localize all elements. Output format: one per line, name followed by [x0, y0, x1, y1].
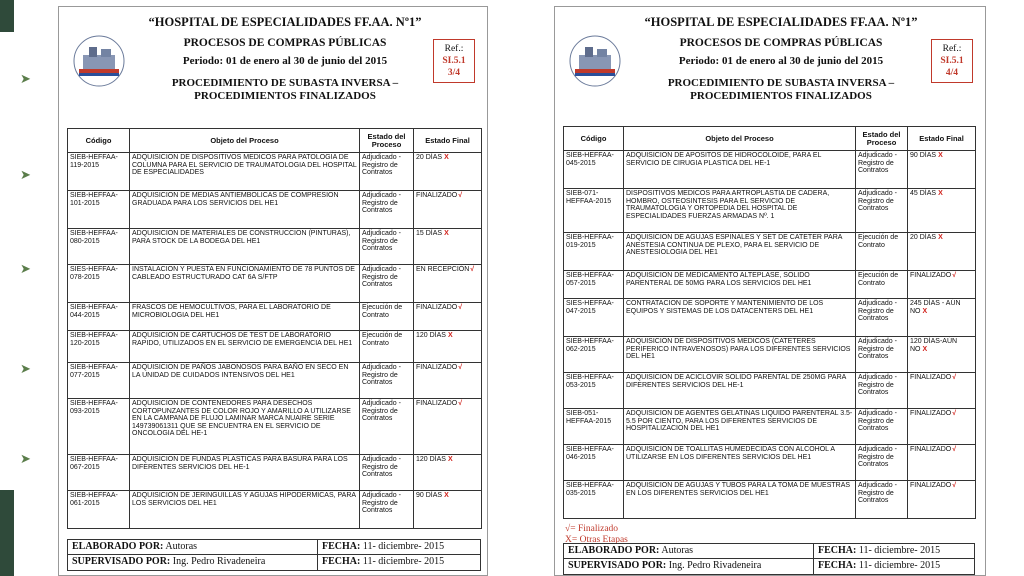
cell-status: Adjudicado - Registro de Contratos [360, 265, 414, 303]
cross-mark-icon: X [444, 492, 449, 499]
date-value: 11- diciembre- 2015 [362, 556, 445, 567]
cell-code: SIEB-HEFFAA-046-2015 [564, 445, 624, 481]
signature-footer [563, 543, 975, 575]
cell-code: SIES-HEFFAA-047-2015 [564, 299, 624, 337]
check-mark-icon: √ [952, 374, 957, 381]
date-value: 11- diciembre- 2015 [362, 541, 445, 552]
check-mark-icon: √ [458, 304, 463, 311]
cell-status: Adjudicado - Registro de Contratos [856, 409, 908, 445]
cross-mark-icon: X [444, 154, 449, 161]
final-status-text: FINALIZADO [910, 482, 952, 489]
final-status-text: FINALIZADO [416, 400, 458, 407]
cell-status: Adjudicado - Registro de Contratos [360, 191, 414, 229]
cell-status: Ejecución de Contrato [360, 303, 414, 331]
cell-code: SIEB-HEFFAA-019-2015 [564, 233, 624, 271]
final-status-text: FINALIZADO [910, 410, 952, 417]
table-body [68, 153, 482, 529]
cell-code: SIEB-HEFFAA-053-2015 [564, 373, 624, 409]
cell-final [414, 399, 482, 455]
cell-final [414, 191, 482, 229]
check-mark-icon: √ [458, 400, 463, 407]
cell-object: ADQUISICION DE AGUJAS Y TUBOS PARA LA TOMA DE MUESTRAS EN LOS DIFERENTES SERVICIOS DEL HE1 [624, 481, 856, 519]
cell-final [414, 265, 482, 303]
table-row [564, 373, 976, 409]
col-header-object: Objeto del Proceso [624, 127, 856, 151]
period-text: Periodo: 01 de enero al 30 de junio del 2015 [678, 55, 884, 67]
cell-status: Adjudicado - Registro de Contratos [360, 363, 414, 399]
check-mark-icon: √ [952, 446, 957, 453]
cell-final [414, 153, 482, 191]
cell-status: Adjudicado - Registro de Contratos [360, 229, 414, 265]
final-status-text: FINALIZADO [416, 304, 458, 311]
cell-code: SIEB-051-HEFFAA-2015 [564, 409, 624, 445]
cell-code: SIEB-HEFFAA-077-2015 [68, 363, 130, 399]
cell-status: Ejecución de Contrato [856, 233, 908, 271]
signature-footer [67, 539, 481, 571]
col-header-status: Estado del Proceso [856, 127, 908, 151]
date-label: FECHA: [322, 556, 361, 567]
procedure-title-line2: PROCEDIMIENTOS FINALIZADOS [194, 90, 376, 102]
cell-final [908, 409, 976, 445]
ref-label: Ref.: [444, 44, 464, 54]
cell-status: Ejecución de Contrato [360, 331, 414, 363]
final-status-text: 20 DÍAS [910, 234, 937, 241]
cell-final [414, 491, 482, 529]
check-mark-icon: √ [952, 410, 957, 417]
cell-object: ADQUISICION DE MEDICAMENTO ALTEPLASE, SOLIDO PARENTERAL DE 50MG PARA LOS SERVICIOS DEL HE1 [624, 271, 856, 299]
cell-final [908, 151, 976, 189]
table-row [68, 331, 482, 363]
cell-status: Adjudicado - Registro de Contratos [856, 373, 908, 409]
document-header [555, 7, 985, 127]
document-page-3 [58, 6, 488, 576]
col-header-final: Estado Final [414, 129, 482, 153]
supervised-label: SUPERVISADO POR: [568, 560, 667, 571]
final-status-text: FINALIZADO [910, 272, 952, 279]
cell-code: SIEB-HEFFAA-119-2015 [68, 153, 130, 191]
cross-mark-icon: X [444, 230, 449, 237]
table-row [564, 271, 976, 299]
table-row [68, 455, 482, 491]
cell-final [414, 229, 482, 265]
legend-finalized: √= Finalizado [565, 524, 619, 534]
cell-code: SIEB-071-HEFFAA-2015 [564, 189, 624, 233]
check-mark-icon: √ [458, 364, 463, 371]
cell-status: Adjudicado - Registro de Contratos [856, 337, 908, 373]
process-title: PROCESOS DE COMPRAS PÚBLICAS [183, 37, 387, 49]
cell-object: ADQUISICION DE FUNDAS PLASTICAS PARA BASURA PARA LOS DIFERENTES SERVICIOS DEL HE-1 [130, 455, 360, 491]
cell-object: ADQUISICION DE CARTUCHOS DE TEST DE LABORATORIO RAPIDO, UTILIZADOS EN EL SERVICIO DE EMERGENCIA DEL HE1 [130, 331, 360, 363]
footer-row-prepared [68, 540, 480, 555]
procedure-title-line1: PROCEDIMIENTO DE SUBASTA INVERSA – [171, 77, 399, 89]
cell-code: SIEB-HEFFAA-120-2015 [68, 331, 130, 363]
hospital-logo-icon [563, 33, 627, 89]
cell-object: ADQUISICION DE DISPOSITIVOS MEDICOS PARA PATOLOGIA DE COLUMNA PARA EL SERVICIO DE TRAUMATOLOGIA DEL HOSPITAL DE ESPECIALIDADES [130, 153, 360, 191]
table-header-row [564, 127, 976, 151]
cell-object: ADQUISICION DE APOSITOS DE HIDROCOLOIDE, PARA EL SERVICIO DE CIRUGIA PLASTICA DEL HE-1 [624, 151, 856, 189]
cell-status: Adjudicado - Registro de Contratos [856, 481, 908, 519]
final-status-text: FINALIZADO [910, 374, 952, 381]
table-header-row [68, 129, 482, 153]
cross-mark-icon: X [922, 307, 928, 315]
check-mark-icon: √ [458, 192, 463, 199]
cell-final [908, 373, 976, 409]
legend-other: X= Otras Etapas [565, 535, 628, 545]
cell-status: Adjudicado - Registro de Contratos [360, 399, 414, 455]
table-row [68, 265, 482, 303]
procedures-table [563, 126, 976, 519]
ref-page: 3/4 [447, 68, 461, 78]
hospital-logo-icon [67, 33, 131, 89]
arrow-right-icon: ➤ [20, 451, 31, 466]
cell-status: Adjudicado - Registro de Contratos [856, 445, 908, 481]
document-header [59, 7, 487, 127]
cell-final [414, 303, 482, 331]
cell-object: ADQUISICION DE MATERIALES DE CONSTRUCCION (PINTURAS), PARA STOCK DE LA BODEGA DEL HE1 [130, 229, 360, 265]
cell-object: ADQUISICION DE CONTENEDORES PARA DESECHOS CORTOPUNZANTES DE COLOR ROJO Y AMARILLO A UTILIZARSE EN LA CAMPANA DE FLUJO LAMINAR MARCA NUAIRE SERIE 149739061311 QUE SE ENCUENTRA EN EL SERVICIO DE ONCOLOGIA DEL HE-1 [130, 399, 360, 455]
cross-mark-icon: X [447, 456, 453, 463]
table-row [564, 233, 976, 271]
cell-final [908, 445, 976, 481]
table-row [68, 303, 482, 331]
final-status-text: FINALIZADO [416, 364, 458, 371]
cell-object: ADQUISICION DE ACICLOVIR SOLIDO PARENTAL DE 250MG PARA DIFERENTES SERVICIOS DEL HE-1 [624, 373, 856, 409]
cell-final [908, 233, 976, 271]
col-header-code: Código [68, 129, 130, 153]
ref-code: SI.5.1 [940, 56, 964, 66]
final-status-text: 20 DÍAS [416, 154, 443, 161]
cross-mark-icon: X [447, 332, 453, 339]
table-row [68, 399, 482, 455]
cell-code: SIES-HEFFAA-078-2015 [68, 265, 130, 303]
col-header-final: Estado Final [908, 127, 976, 151]
cell-object: ADQUISICION DE TOALLITAS HUMEDECIDAS CON ALCOHOL A UTILIZARSE EN LOS DIFERENTES SERVICIOS DEL HE1 [624, 445, 856, 481]
cross-mark-icon: X [938, 152, 943, 159]
prepared-label: ELABORADO POR: [568, 545, 660, 556]
table-row [68, 153, 482, 191]
cell-code: SIEB-HEFFAA-093-2015 [68, 399, 130, 455]
footer-row-prepared [564, 544, 974, 559]
final-status-text: 120 DÍAS-AÚN NO [910, 338, 958, 353]
cell-final [908, 299, 976, 337]
cell-object: CONTRATACION DE SOPORTE Y MANTENIMIENTO DE LOS EQUIPOS Y SISTEMAS DE LOS DATACENTERS DEL HE1 [624, 299, 856, 337]
ref-page: 4/4 [945, 68, 959, 78]
cell-object: ADQUISICION DE DISPOSITIVOS MEDICOS (CATETERES PERIFERICO INTRAVENOSOS) PARA LOS DIFERENTES SERVICIOS DEL HE1 [624, 337, 856, 373]
footer-row-supervised [564, 559, 974, 574]
col-header-status: Estado del Proceso [360, 129, 414, 153]
table-row [564, 409, 976, 445]
cross-mark-icon: X [938, 234, 943, 241]
table-row [564, 445, 976, 481]
check-mark-icon: √ [952, 482, 957, 489]
reference-box [433, 39, 475, 83]
check-mark-icon: √ [952, 272, 957, 279]
cell-code: SIEB-HEFFAA-035-2015 [564, 481, 624, 519]
procedure-title-line2: PROCEDIMIENTOS FINALIZADOS [690, 90, 872, 102]
prepared-value: Autoras [661, 545, 694, 556]
hospital-name: “HOSPITAL DE ESPECIALIDADES FF.AA. Nº1” [644, 15, 918, 29]
cell-object: ADQUISICION DE JERINGUILLAS Y AGUJAS HIPODERMICAS, PARA LOS SERVICIOS DEL HE1 [130, 491, 360, 529]
cell-code: SIEB-HEFFAA-057-2015 [564, 271, 624, 299]
slide-decoration-bar-top [0, 0, 14, 32]
final-status-text: 120 DÍAS [416, 456, 446, 463]
cell-object: ADQUISICION DE MEDIAS ANTIEMBOLICAS DE COMPRESION GRADUADA PARA LOS SERVICIOS DEL HE1 [130, 191, 360, 229]
col-header-code: Código [564, 127, 624, 151]
arrow-right-icon: ➤ [20, 261, 31, 276]
cell-code: SIEB-HEFFAA-080-2015 [68, 229, 130, 265]
cell-object: INSTALACION Y PUESTA EN FUNCIONAMIENTO DE 78 PUNTOS DE CABLEADO ESTRUCTURADO CAT 6A S/FTP [130, 265, 360, 303]
cell-final [908, 189, 976, 233]
table-row [564, 189, 976, 233]
final-status-text: 45 DÍAS [910, 190, 937, 197]
table-row [68, 191, 482, 229]
arrow-right-icon: ➤ [20, 167, 31, 182]
cell-final [414, 363, 482, 399]
col-header-object: Objeto del Proceso [130, 129, 360, 153]
cell-final [414, 455, 482, 491]
ref-code: SI.5.1 [442, 56, 466, 66]
date-label: FECHA: [322, 541, 361, 552]
procedures-table [67, 128, 482, 529]
cell-status: Adjudicado - Registro de Contratos [856, 151, 908, 189]
cell-object: FRASCOS DE HEMOCULTIVOS, PARA EL LABORATORIO DE MICROBIOLOGIA DEL HE1 [130, 303, 360, 331]
cell-code: SIEB-HEFFAA-101-2015 [68, 191, 130, 229]
table-row [564, 481, 976, 519]
table-row [68, 363, 482, 399]
cell-final [908, 337, 976, 373]
final-status-text: EN RECEPCIÓN [416, 266, 470, 273]
reference-box [931, 39, 973, 83]
final-status-text: 15 DÍAS [416, 230, 443, 237]
cell-code: SIEB-HEFFAA-044-2015 [68, 303, 130, 331]
cell-object: ADQUISICION DE AGUJAS ESPINALES Y SET DE CATETER PARA ANESTESIA CONTINUA DE PLEXO, PARA EL SERVICIO DE ANESTESIOLOGIA DEL HE1 [624, 233, 856, 271]
cell-status: Adjudicado - Registro de Contratos [360, 491, 414, 529]
supervised-value: Ing. Pedro Rivadeneira [668, 560, 762, 571]
slide-decoration-bar-bottom [0, 490, 14, 576]
final-status-text: 90 DÍAS [416, 492, 443, 499]
cross-mark-icon: X [922, 345, 928, 353]
cell-status: Adjudicado - Registro de Contratos [856, 189, 908, 233]
final-status-text: FINALIZADO [416, 192, 458, 199]
cell-status: Ejecución de Contrato [856, 271, 908, 299]
date-label: FECHA: [818, 545, 857, 556]
date-value: 11- diciembre- 2015 [858, 545, 941, 556]
cell-object: DISPOSITIVOS MEDICOS PARA ARTROPLASTIA DE CADERA, HOMBRO, OSTEOSINTESIS PARA EL SERVICIO DE TRAUMATOLOGIA Y ORTOPEDIA DEL HOSPITAL DE ESPECIALIDADES FUERZAS ARMADAS Nº. 1 [624, 189, 856, 233]
table-row [564, 299, 976, 337]
arrow-right-icon: ➤ [20, 71, 31, 86]
cell-object: ADQUISICION DE PAÑOS JABONOSOS PARA BAÑO EN SECO EN LA UNIDAD DE CUIDADOS INTENSIVOS DEL HE1 [130, 363, 360, 399]
cell-status: Adjudicado - Registro de Contratos [856, 299, 908, 337]
cell-status: Adjudicado - Registro de Contratos [360, 153, 414, 191]
cell-status: Adjudicado - Registro de Contratos [360, 455, 414, 491]
final-status-text: 120 DÍAS [416, 332, 446, 339]
cell-final [908, 271, 976, 299]
procedure-title-line1: PROCEDIMIENTO DE SUBASTA INVERSA – [667, 77, 895, 89]
process-title: PROCESOS DE COMPRAS PÚBLICAS [679, 37, 883, 49]
table-row [68, 229, 482, 265]
table-row [68, 491, 482, 529]
cell-final [414, 331, 482, 363]
prepared-label: ELABORADO POR: [72, 541, 164, 552]
final-status-text: FINALIZADO [910, 446, 952, 453]
table-row [564, 151, 976, 189]
table-row [564, 337, 976, 373]
supervised-label: SUPERVISADO POR: [72, 556, 171, 567]
footer-row-supervised [68, 555, 480, 570]
date-value: 11- diciembre- 2015 [858, 560, 941, 571]
cell-code: SIEB-HEFFAA-045-2015 [564, 151, 624, 189]
cross-mark-icon: X [938, 190, 943, 197]
cell-code: SIEB-HEFFAA-067-2015 [68, 455, 130, 491]
cell-code: SIEB-HEFFAA-062-2015 [564, 337, 624, 373]
cell-final [908, 481, 976, 519]
hospital-name: “HOSPITAL DE ESPECIALIDADES FF.AA. Nº1” [148, 15, 422, 29]
cell-object: ADQUISICION DE AGENTES GELATINAS LIQUIDO PARENTERAL 3.5-5.5 POR CIENTO, PARA LOS DIFERENTES SERVICIOS DE HOSPITALIZACION DEL HE1 [624, 409, 856, 445]
final-status-text: 245 DÍAS - AÚN NO [910, 300, 961, 315]
arrow-right-icon: ➤ [20, 361, 31, 376]
check-mark-icon: √ [470, 266, 475, 273]
cell-code: SIEB-HEFFAA-061-2015 [68, 491, 130, 529]
ref-label: Ref.: [942, 44, 962, 54]
period-text: Periodo: 01 de enero al 30 de junio del 2015 [182, 55, 388, 67]
supervised-value: Ing. Pedro Rivadeneira [172, 556, 266, 567]
table-body [564, 151, 976, 519]
prepared-value: Autoras [165, 541, 198, 552]
final-status-text: 90 DÍAS [910, 152, 937, 159]
document-page-4 [554, 6, 986, 576]
date-label: FECHA: [818, 560, 857, 571]
